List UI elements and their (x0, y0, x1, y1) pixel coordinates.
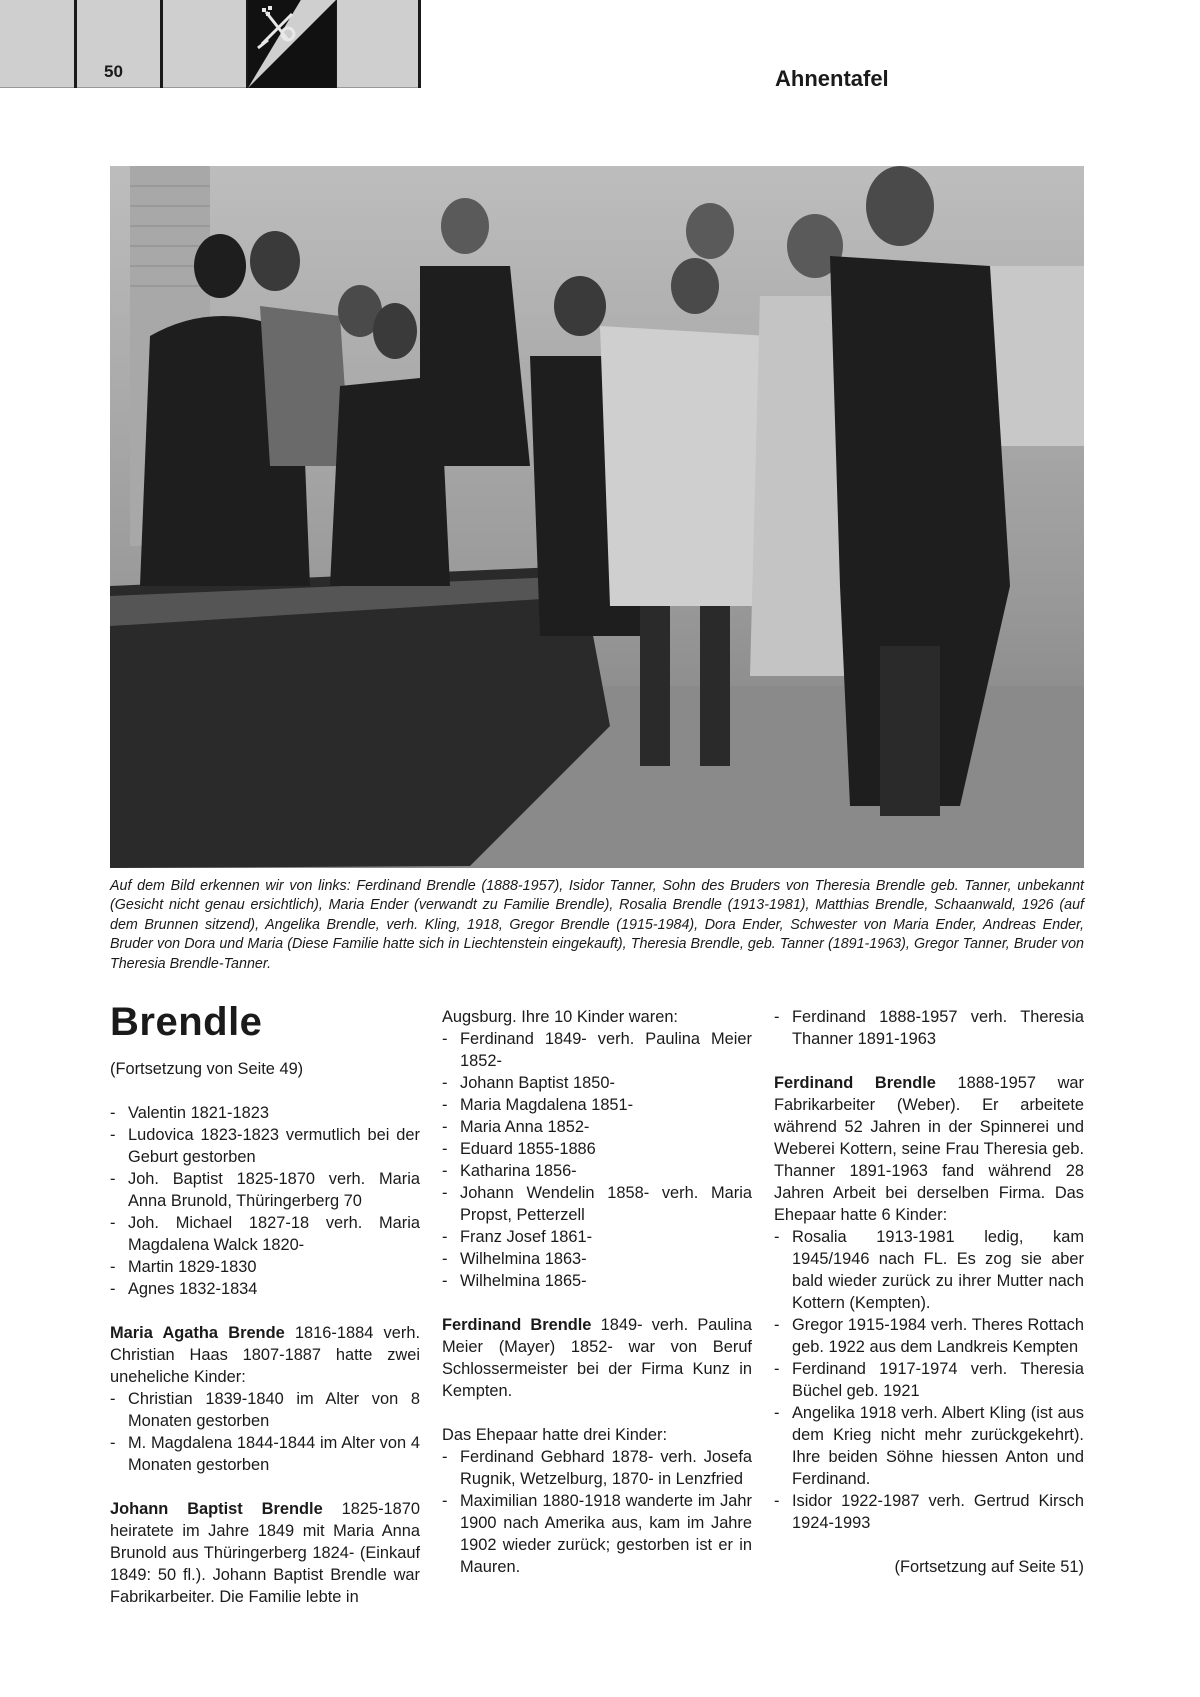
column-2 (442, 1006, 752, 1578)
children-list (442, 1446, 752, 1578)
header-grid (0, 0, 420, 88)
list-item: - Ferdinand 1849- verh. Paulina Meier 1852- (442, 1028, 752, 1072)
list-item: - Franz Josef 1861- (442, 1226, 752, 1248)
list-item: - Angelika 1918 verh. Albert Kling (ist aus dem Krieg nicht mehr zurückgekehrt). Ihre beiden Söhne hiessen Anton und Ferdinand. (774, 1402, 1084, 1490)
list-item: - Joh. Baptist 1825-1870 verh. Maria Anna Brunold, Thüringerberg 70 (110, 1168, 420, 1212)
article-title: Brendle (110, 1000, 263, 1044)
list-item: - Katharina 1856- (442, 1160, 752, 1182)
photo-caption: Auf dem Bild erkennen wir von links: Ferdinand Brendle (1888-1957), Isidor Tanner, Sohn des Bruders von Theresia Brendle geb. Tanner, unbekannt (Gesicht nicht genau ersichtlich), Maria Ender (verwandt zu Familie Brendle), Rosalia Brendle (1913-1981), Matthias Brendle, Schaanwald, 1926 (auf dem Brunnen sitzend), Angelika Brendle, verh. Kling, 1918, Gregor Brendle (1915-1984), Dora Ender, Schwester von Maria Ender, Andreas Ender, Bruder von Dora und Maria (Diese Familie hatte sich in Liechtenstein eingekauft), Theresia Brendle, geb. Tanner (1891-1963), Gregor Tanner, Bruder von Theresia Brendle-Tanner. (110, 878, 1084, 972)
paragraph-text: Augsburg. Ihre 10 Kinder waren: (442, 1008, 678, 1026)
column-1 (110, 1000, 420, 1608)
list-item: - Agnes 1832-1834 (110, 1278, 420, 1300)
list-item: - Ferdinand Gebhard 1878- verh. Josefa Rugnik, Wetzelburg, 1870- in Lenzfried (442, 1446, 752, 1490)
family-group-photo (110, 166, 1084, 868)
list-item: - Christian 1839-1840 im Alter von 8 Monaten gestorben (110, 1388, 420, 1432)
person-name: Ferdinand Brendle (442, 1316, 592, 1334)
list-item: - Valentin 1821-1823 (110, 1102, 420, 1124)
person-name: Maria Agatha Brende (110, 1324, 285, 1342)
paragraph-text: 1888-1957 war Fabrikarbeiter (Weber). Er arbeitete während 52 Jahren in der Spinnerei und Weberei Kottern, seine Frau Theresia geb. Thanner 1891-1963 fand während 28 Jahren Arbeit bei derselben Firma. Das Ehepaar hatte 6 Kinder: (774, 1074, 1084, 1224)
person-name: Johann Baptist Brendle (110, 1500, 323, 1518)
paragraph-text: 1816-1884 verh. Christian Haas 1807-1887 hatte zwei uneheliche Kinder: (110, 1324, 420, 1386)
children-list (110, 1102, 420, 1300)
children-list (774, 1226, 1084, 1534)
continued-from: (Fortsetzung von Seite 49) (110, 1060, 304, 1078)
paragraph-ferdinand-1849 (442, 1314, 752, 1402)
list-item: - Maria Anna 1852- (442, 1116, 752, 1138)
list-item: - Wilhelmina 1865- (442, 1270, 752, 1292)
list-item: - Gregor 1915-1984 verh. Theres Rottach geb. 1922 aus dem Landkreis Kempten (774, 1314, 1084, 1358)
person-name: Ferdinand Brendle (774, 1074, 936, 1092)
list-item: - Martin 1829-1830 (110, 1256, 420, 1278)
list-item: - Johann Baptist 1850- (442, 1072, 752, 1094)
paragraph-johann-baptist (110, 1498, 420, 1608)
children-list (774, 1006, 1084, 1050)
header-divider (74, 0, 77, 88)
children-list (442, 1028, 752, 1292)
list-item: - Maria Magdalena 1851- (442, 1094, 752, 1116)
list-item: - Johann Wendelin 1858- verh. Maria Propst, Petterzell (442, 1182, 752, 1226)
paragraph-text: 1849- verh. Paulina Meier (Mayer) 1852- war von Beruf Schlossermeister bei der Firma Kunz in Kempten. (442, 1316, 753, 1400)
list-item: - Maximilian 1880-1918 wanderte im Jahr 1900 nach Amerika aus, kam im Jahre 1902 wieder zurück; gestorben ist er in Mauren. (442, 1490, 752, 1578)
column-3 (774, 1006, 1084, 1578)
paragraph-text: Das Ehepaar hatte drei Kinder: (442, 1426, 668, 1444)
header-divider (160, 0, 163, 88)
paragraph-maria-agatha (110, 1322, 420, 1388)
page-number: 50 (104, 62, 123, 81)
paragraph-text: 1825-1870 heiratete im Jahre 1849 mit Maria Anna Brunold aus Thüringerberg 1824- (Einkauf 1849: 50 fl.). Johann Baptist Brendle war Fabrikarbeiter. Die Familie lebte in (110, 1500, 420, 1606)
children-list (110, 1388, 420, 1476)
list-item: - Eduard 1855-1886 (442, 1138, 752, 1160)
paragraph-ferdinand-1888 (774, 1072, 1084, 1226)
list-item: - Isidor 1922-1987 verh. Gertrud Kirsch 1924-1993 (774, 1490, 1084, 1534)
list-item: - M. Magdalena 1844-1844 im Alter von 4 Monaten gestorben (110, 1432, 420, 1476)
list-item: - Rosalia 1913-1981 ledig, kam 1945/1946 nach FL. Es zog sie aber bald wieder zurück zu ihrer Mutter nach Kottern (Kempten). (774, 1226, 1084, 1314)
list-item: - Joh. Michael 1827-18 verh. Maria Magdalena Walck 1820- (110, 1212, 420, 1256)
list-item: - Ferdinand 1917-1974 verh. Theresia Büchel geb. 1921 (774, 1358, 1084, 1402)
header-divider (418, 0, 421, 88)
continued-to: (Fortsetzung auf Seite 51) (894, 1558, 1084, 1576)
list-item: - Wilhelmina 1863- (442, 1248, 752, 1270)
list-item: - Ludovica 1823-1823 vermutlich bei der Geburt gestorben (110, 1124, 420, 1168)
list-item: - Ferdinand 1888-1957 verh. Theresia Thanner 1891-1963 (774, 1006, 1084, 1050)
section-title: Ahnentafel (775, 66, 889, 91)
crossed-tools-emblem-icon (248, 0, 336, 88)
